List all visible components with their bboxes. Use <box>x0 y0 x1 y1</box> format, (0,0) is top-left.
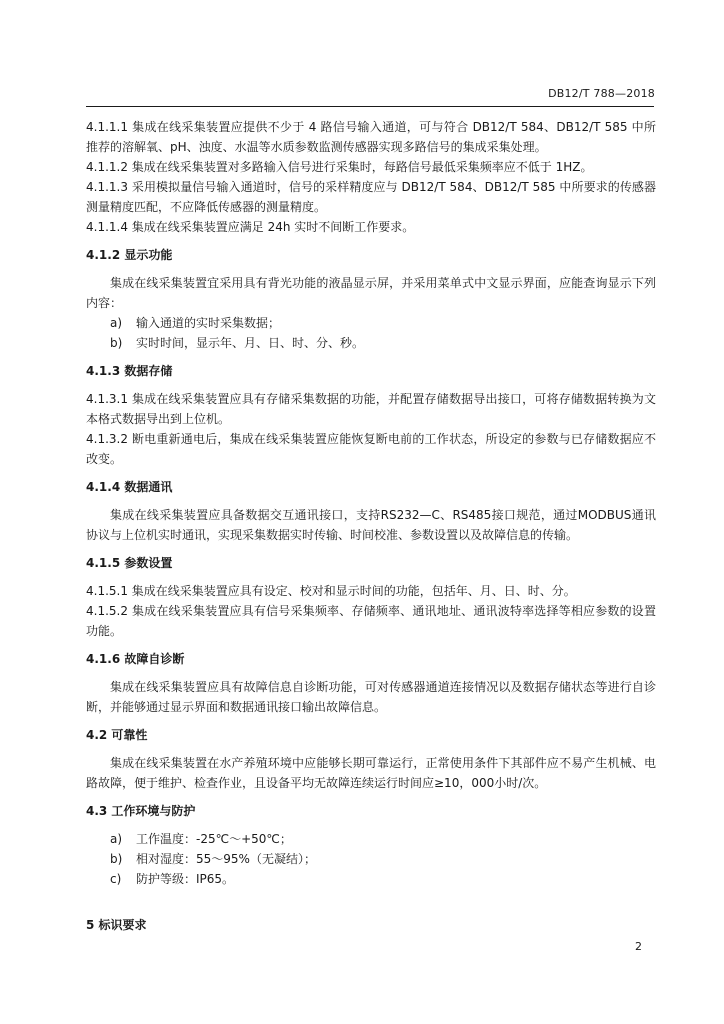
document-number: DB12/T 788—2018 <box>548 87 655 100</box>
section-heading-4-1-4: 4.1.4 数据通讯 <box>86 480 173 494</box>
list-marker: c) <box>110 872 122 886</box>
header-rule <box>86 106 654 107</box>
document-body <box>86 117 656 935</box>
section-heading-4-2: 4.2 可靠性 <box>86 728 148 742</box>
list-item <box>110 869 656 889</box>
clause-4-1-1-3: 4.1.1.3 采用模拟量信号输入通道时，信号的采样精度应与 DB12/T 584、DB12/T 585 中所要求的传感器测量精度匹配，不应降低传感器的测量精度。 <box>86 180 656 214</box>
section-heading-4-3: 4.3 工作环境与防护 <box>86 804 196 818</box>
clause-4-1-1-1: 4.1.1.1 集成在线采集装置应提供不少于 4 路信号输入通道，可与符合 DB12/T 584、DB12/T 585 中所推荐的溶解氧、pH、浊度、水温等水质参数监测传感器实现多路信号的集成采集处理。 <box>86 120 656 154</box>
section-heading-4-1-2: 4.1.2 显示功能 <box>86 248 173 262</box>
list-item <box>110 313 656 333</box>
section-heading-4-1-6: 4.1.6 故障自诊断 <box>86 652 185 666</box>
section-heading-4-1-5: 4.1.5 参数设置 <box>86 556 173 570</box>
list-item <box>110 849 656 869</box>
clause-4-1-3-2: 4.1.3.2 断电重新通电后，集成在线采集装置应能恢复断电前的工作状态，所设定的参数与已存储数据应不改变。 <box>86 432 656 466</box>
section-text-4-1-2: 集成在线采集装置宜采用具有背光功能的液晶显示屏，并采用菜单式中文显示界面，应能查询显示下列内容： <box>86 276 656 310</box>
clause-4-1-5-2: 4.1.5.2 集成在线采集装置应具有信号采集频率、存储频率、通讯地址、通讯波特率选择等相应参数的设置功能。 <box>86 604 656 638</box>
list-marker: b) <box>110 336 123 350</box>
section-text-4-1-6: 集成在线采集装置应具有故障信息自诊断功能，可对传感器通道连接情况以及数据存储状态等进行自诊断，并能够通过显示界面和数据通讯接口输出故障信息。 <box>86 680 656 714</box>
list-item <box>110 333 656 353</box>
clause-4-1-1-2: 4.1.1.2 集成在线采集装置对多路输入信号进行采集时，每路信号最低采集频率应不低于 1HZ。 <box>86 160 593 174</box>
clause-4-1-3-1: 4.1.3.1 集成在线采集装置应具有存储采集数据的功能，并配置存储数据导出接口，可将存储数据转换为文本格式数据导出到上位机。 <box>86 392 656 426</box>
list-item-text: 工作温度：-25℃～+50℃； <box>136 832 292 846</box>
list-item-text: 防护等级：IP65。 <box>136 872 235 886</box>
list-marker: a) <box>110 832 123 846</box>
list-item-text: 相对湿度：55～95%（无凝结）； <box>136 852 316 866</box>
list-item-text: 实时时间，显示年、月、日、时、分、秒。 <box>136 336 365 350</box>
section-heading-5: 5 标识要求 <box>86 918 147 932</box>
clause-4-1-1-4: 4.1.1.4 集成在线采集装置应满足 24h 实时不间断工作要求。 <box>86 220 415 234</box>
list-marker: b) <box>110 852 123 866</box>
list-item-text: 输入通道的实时采集数据； <box>136 316 281 330</box>
list-marker: a) <box>110 316 123 330</box>
list-item <box>110 829 656 849</box>
section-heading-4-1-3: 4.1.3 数据存储 <box>86 364 173 378</box>
clause-4-1-5-1: 4.1.5.1 集成在线采集装置应具有设定、校对和显示时间的功能，包括年、月、日、时、分。 <box>86 584 576 598</box>
section-text-4-2: 集成在线采集装置在水产养殖环境中应能够长期可靠运行，正常使用条件下其部件应不易产生机械、电路故障，便于维护、检查作业，且设备平均无故障连续运行时间应≥10，000小时/次。 <box>86 756 656 790</box>
section-text-4-1-4: 集成在线采集装置应具备数据交互通讯接口，支持RS232—C、RS485接口规范，通过MODBUS通讯协议与上位机实时通讯，实现采集数据实时传输、时间校准、参数设置以及故障信息的传输。 <box>86 508 656 542</box>
page-number: 2 <box>635 940 642 953</box>
